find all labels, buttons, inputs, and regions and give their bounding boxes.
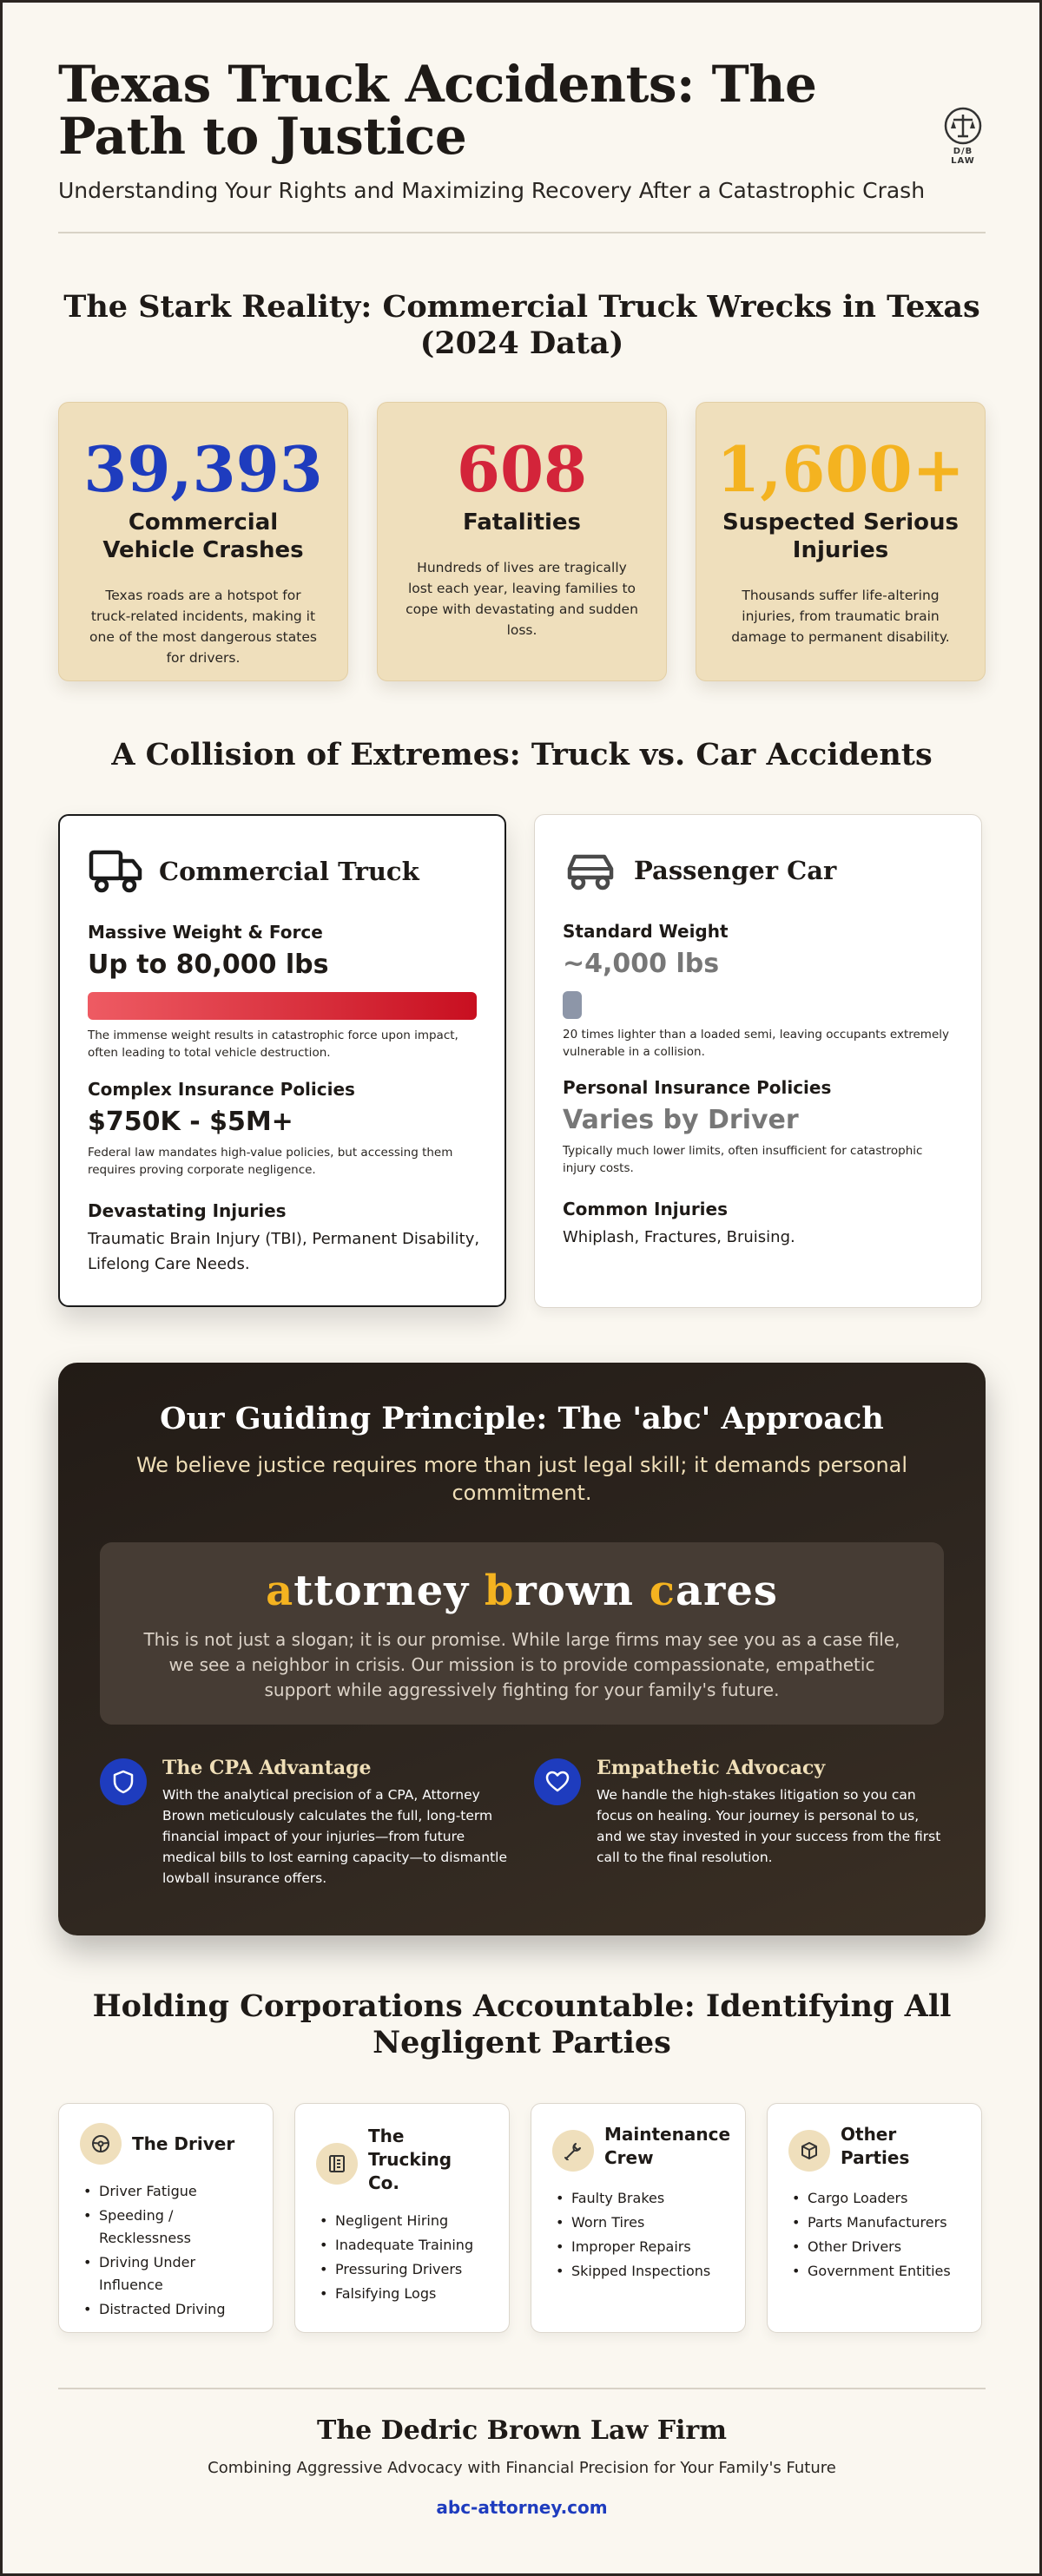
stat-card-fatalities bbox=[377, 402, 667, 681]
shield-icon bbox=[100, 1758, 147, 1805]
party-card-other-parties bbox=[767, 2103, 982, 2333]
list-item: • Pressuring Drivers bbox=[316, 2258, 498, 2281]
truck-weight-bar bbox=[88, 992, 477, 1020]
building-icon bbox=[316, 2143, 358, 2185]
stat-label: Commercial Vehicle Crashes bbox=[102, 509, 304, 563]
party-card-trucking-company bbox=[294, 2103, 510, 2333]
truck-card-header bbox=[88, 847, 419, 896]
page-subtitle: Understanding Your Rights and Maximizing Recovery After a Catastrophic Crash bbox=[58, 178, 926, 203]
guiding-principle-panel bbox=[58, 1363, 986, 1935]
weight-heading: Massive Weight & Force bbox=[88, 922, 323, 943]
motto-letter-c: c bbox=[649, 1567, 676, 1615]
page-title: Texas Truck Accidents: The Path to Justice bbox=[58, 55, 817, 166]
truck-injuries-block bbox=[88, 1200, 480, 1277]
stat-description: Thousands suffer life-altering injuries, from traumatic brain damage to permanent disability. bbox=[731, 588, 950, 645]
list-item: • Cargo Loaders bbox=[788, 2187, 971, 2210]
party-title: The Driver bbox=[132, 2133, 235, 2154]
injuries-heading: Common Injuries bbox=[563, 1199, 728, 1219]
insurance-description: Typically much lower limits, often insufficient for catastrophic injury costs. bbox=[563, 1144, 923, 1175]
party-list bbox=[316, 2210, 498, 2307]
motto-word-rest: ttorney bbox=[293, 1567, 485, 1615]
motto-letter-a: a bbox=[266, 1567, 294, 1615]
list-item: • Skipped Inspections bbox=[552, 2260, 735, 2283]
injuries-heading: Devastating Injuries bbox=[88, 1200, 287, 1221]
box-icon bbox=[788, 2130, 830, 2172]
motto-description: This is not just a slogan; it is our promise. While large firms may see you as a case file, we see a neighbor in crisis. Our mission is to provide compassionate, empathetic support while aggressively fighting for your family's future. bbox=[143, 1629, 900, 1700]
firm-logo bbox=[940, 107, 986, 166]
insurance-heading: Personal Insurance Policies bbox=[563, 1077, 832, 1098]
infographic-page bbox=[3, 3, 1039, 2573]
stat-number: 39,393 bbox=[83, 432, 323, 506]
weight-value: ~4,000 lbs bbox=[563, 949, 720, 979]
stat-number: 1,600+ bbox=[716, 432, 965, 506]
stat-number: 608 bbox=[456, 432, 588, 506]
party-list bbox=[788, 2187, 971, 2284]
party-list bbox=[552, 2187, 735, 2284]
header-divider bbox=[58, 232, 986, 233]
list-item: • Government Entities bbox=[788, 2260, 971, 2283]
truck-comparison-card bbox=[58, 814, 506, 1307]
feature-description: We handle the high-stakes litigation so you can focus on healing. Your journey is personal to us, and we stay invested in your success from the first call to the final resolution. bbox=[597, 1787, 941, 1865]
car-icon bbox=[563, 846, 620, 895]
car-injuries-block bbox=[563, 1199, 955, 1250]
stats-section-title: The Stark Reality: Commercial Truck Wrecks in Texas (2024 Data) bbox=[63, 289, 980, 361]
car-weight-block bbox=[563, 921, 955, 1061]
principle-subtitle: We believe justice requires more than just legal skill; it demands personal commitment. bbox=[135, 1453, 908, 1505]
feature-title: Empathetic Advocacy bbox=[597, 1757, 826, 1779]
feature-title: The CPA Advantage bbox=[162, 1757, 372, 1779]
motto-word-rest: rown bbox=[514, 1567, 650, 1615]
stat-label: Suspected Serious Injuries bbox=[722, 509, 960, 563]
weight-description: 20 times lighter than a loaded semi, leaving occupants extremely vulnerable in a collision. bbox=[563, 1028, 950, 1059]
wrench-icon bbox=[552, 2130, 594, 2172]
stat-label: Fatalities bbox=[462, 509, 582, 536]
weight-value: Up to 80,000 lbs bbox=[88, 950, 329, 980]
principle-title: Our Guiding Principle: The 'abc' Approach bbox=[160, 1401, 884, 1436]
car-card-title: Passenger Car bbox=[634, 856, 837, 885]
list-item: • Distracted Driving bbox=[80, 2298, 262, 2321]
stat-card-crashes bbox=[58, 402, 348, 681]
scales-of-justice-icon bbox=[944, 107, 982, 145]
party-title: Maintenance Crew bbox=[604, 2124, 731, 2168]
list-item: • Parts Manufacturers bbox=[788, 2211, 971, 2234]
list-item: • Inadequate Training bbox=[316, 2234, 498, 2257]
truck-icon bbox=[88, 847, 145, 896]
insurance-description: Federal law mandates high-value policies, but accessing them requires proving corporate negligence. bbox=[88, 1146, 453, 1177]
truck-card-title: Commercial Truck bbox=[159, 857, 419, 886]
feature-description: With the analytical precision of a CPA, Attorney Brown meticulously calculates the full, long-term financial impact of your injuries—from future medical bills to lost earning capacity—to dismantle lowball insurance offers. bbox=[162, 1787, 507, 1886]
logo-text: D/B LAW bbox=[951, 147, 975, 166]
stat-card-serious-injuries bbox=[696, 402, 986, 681]
injuries-value: Traumatic Brain Injury (TBI), Permanent Disability, Lifelong Care Needs. bbox=[88, 1230, 480, 1273]
car-weight-bar bbox=[563, 991, 582, 1019]
list-item: • Other Drivers bbox=[788, 2236, 971, 2258]
party-list bbox=[80, 2180, 262, 2323]
header bbox=[58, 55, 986, 203]
insurance-value: Varies by Driver bbox=[563, 1105, 799, 1135]
list-item: • Driving Under Influence bbox=[80, 2251, 262, 2297]
comparison-section-title: A Collision of Extremes: Truck vs. Car Accidents bbox=[111, 737, 933, 772]
motto-word-rest: ares bbox=[675, 1567, 778, 1615]
heart-icon bbox=[534, 1758, 581, 1805]
parties-section-title: Holding Corporations Accountable: Identifying All Negligent Parties bbox=[92, 1988, 952, 2060]
motto bbox=[100, 1567, 944, 1615]
list-item: • Faulty Brakes bbox=[552, 2187, 735, 2210]
website-link[interactable]: abc-attorney.com bbox=[436, 2497, 608, 2518]
weight-description: The immense weight results in catastrophic force upon impact, often leading to total vehicle destruction. bbox=[88, 1028, 458, 1060]
insurance-heading: Complex Insurance Policies bbox=[88, 1079, 355, 1100]
car-comparison-card bbox=[534, 814, 982, 1308]
footer-tagline: Combining Aggressive Advocacy with Financial Precision for Your Family's Future bbox=[208, 2459, 836, 2477]
party-card-maintenance-crew bbox=[531, 2103, 746, 2333]
insurance-value: $750K - $5M+ bbox=[88, 1107, 293, 1137]
footer-divider bbox=[58, 2388, 986, 2389]
list-item: • Falsifying Logs bbox=[316, 2283, 498, 2305]
stat-description: Hundreds of lives are tragically lost each year, leaving families to cope with devastating and sudden loss. bbox=[406, 560, 638, 638]
party-card-driver bbox=[58, 2103, 274, 2333]
footer-firm-name: The Dedric Brown Law Firm bbox=[317, 2415, 727, 2446]
injuries-value: Whiplash, Fractures, Bruising. bbox=[563, 1228, 795, 1246]
car-insurance-block bbox=[563, 1077, 955, 1177]
stat-description: Texas roads are a hotspot for truck-related incidents, making it one of the most dangerous states for drivers. bbox=[89, 588, 317, 666]
truck-insurance-block bbox=[88, 1079, 480, 1179]
party-title: The Trucking Co. bbox=[368, 2126, 452, 2193]
weight-heading: Standard Weight bbox=[563, 921, 729, 942]
list-item: • Driver Fatigue bbox=[80, 2180, 262, 2203]
list-item: • Worn Tires bbox=[552, 2211, 735, 2234]
list-item: • Negligent Hiring bbox=[316, 2210, 498, 2232]
motto-box bbox=[100, 1542, 944, 1725]
truck-weight-block bbox=[88, 922, 480, 1061]
motto-letter-b: b bbox=[484, 1567, 515, 1615]
list-item: • Speeding / Recklessness bbox=[80, 2205, 262, 2250]
party-title: Other Parties bbox=[841, 2124, 910, 2168]
steering-wheel-icon bbox=[80, 2123, 122, 2165]
car-card-header bbox=[563, 846, 836, 895]
list-item: • Improper Repairs bbox=[552, 2236, 735, 2258]
